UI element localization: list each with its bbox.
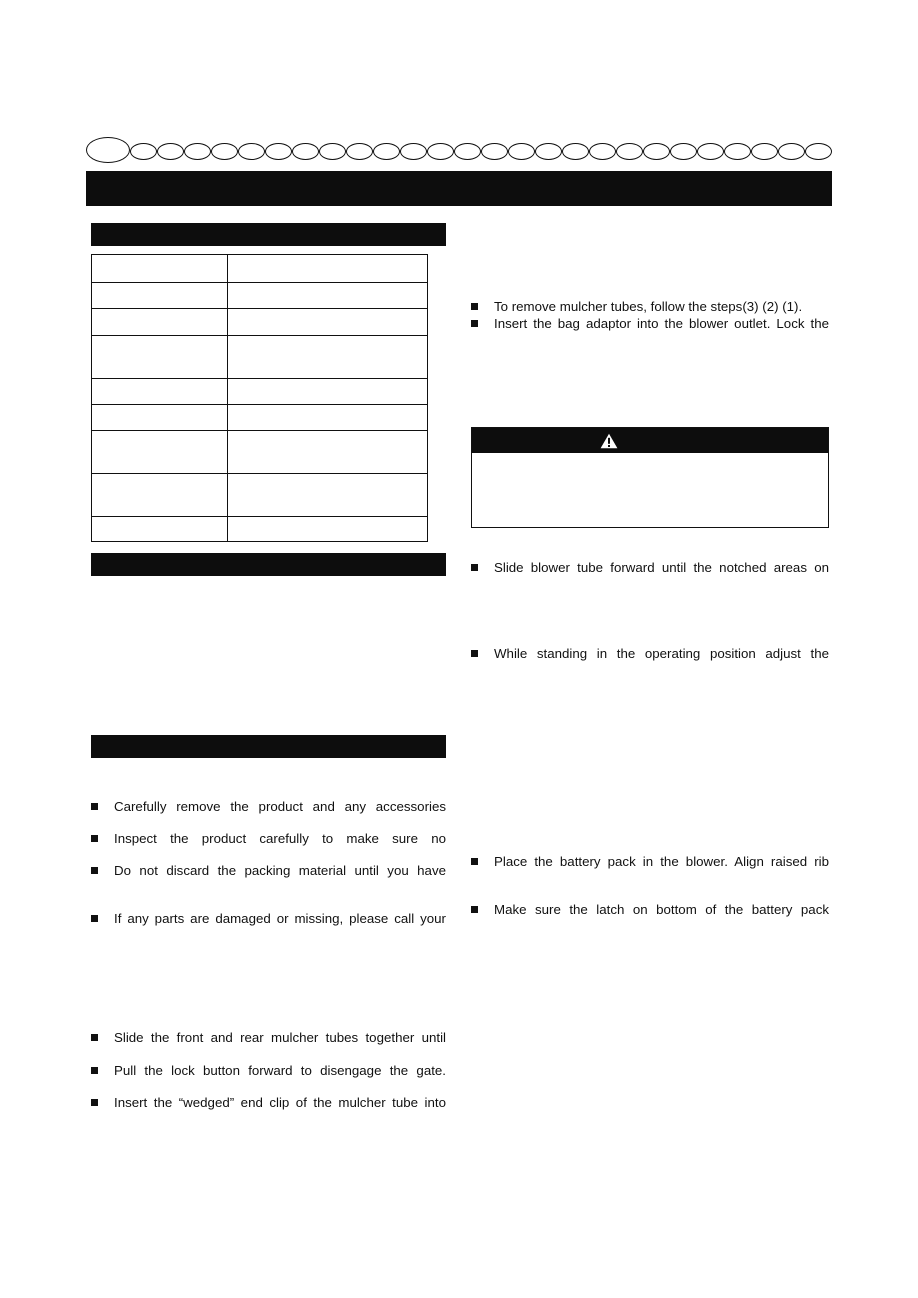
language-tab: [211, 143, 238, 160]
square-bullet-icon: [91, 867, 98, 874]
language-tab: [400, 143, 427, 160]
table-cell-label: [92, 255, 228, 282]
warning-triangle-icon: [600, 433, 618, 449]
table-cell-value: [228, 255, 427, 282]
language-tab: [265, 143, 292, 160]
mulcher-bullet: [471, 299, 829, 315]
table-cell-value: [228, 379, 427, 404]
bullet-text: Inspect the product carefully to make sure no: [114, 831, 446, 846]
square-bullet-icon: [471, 303, 478, 310]
table-row: [92, 516, 427, 541]
unpacking-bullet: [91, 831, 446, 847]
language-tab: [373, 143, 400, 160]
table-cell-value: [228, 309, 427, 335]
bullet-text: Carefully remove the product and any accessories: [114, 799, 446, 814]
battery-bullet: [471, 902, 829, 918]
table-row: [92, 430, 427, 473]
language-tab: [319, 143, 346, 160]
table-cell-value: [228, 517, 427, 541]
language-tab: [535, 143, 562, 160]
bullet-text: Pull the lock button forward to disengage the gate.: [114, 1063, 446, 1078]
bullet-text: While standing in the operating position adjust the: [494, 646, 829, 661]
battery-bullet: [471, 854, 829, 870]
specifications-header-bar: [91, 223, 446, 246]
table-cell-label: [92, 405, 228, 430]
language-tab: [481, 143, 508, 160]
bullet-text: Insert the “wedged” end clip of the mulcher tube into: [114, 1095, 446, 1110]
square-bullet-icon: [91, 835, 98, 842]
language-tab: [292, 143, 319, 160]
unpacking-bullet: [91, 799, 446, 815]
table-cell-label: [92, 379, 228, 404]
language-tab: [238, 143, 265, 160]
table-cell-value: [228, 431, 427, 473]
description-header-bar: [91, 553, 446, 576]
square-bullet-icon: [91, 803, 98, 810]
square-bullet-icon: [471, 858, 478, 865]
bullet-text: Place the battery pack in the blower. Align raised rib: [494, 854, 829, 869]
language-tab: [697, 143, 724, 160]
square-bullet-icon: [91, 1099, 98, 1106]
unpacking-bullet: [91, 863, 446, 879]
unpacking-bullet: [91, 911, 446, 927]
table-row: [92, 255, 427, 282]
table-cell-value: [228, 474, 427, 516]
bullet-text: Insert the bag adaptor into the blower outlet. Lock the: [494, 316, 829, 331]
table-cell-value: [228, 336, 427, 378]
bullet-text: Slide blower tube forward until the notched areas on: [494, 560, 829, 575]
bullet-text: If any parts are damaged or missing, please call your: [114, 911, 446, 926]
language-tab: [616, 143, 643, 160]
table-cell-label: [92, 474, 228, 516]
table-cell-label: [92, 431, 228, 473]
language-tab: [508, 143, 535, 160]
language-tab: [670, 143, 697, 160]
bullet-text: Make sure the latch on bottom of the battery pack: [494, 902, 829, 917]
warning-box: [471, 427, 829, 528]
language-tab: [130, 143, 157, 160]
square-bullet-icon: [471, 650, 478, 657]
language-tab: [157, 143, 184, 160]
page-title-bar: [86, 171, 832, 206]
table-row: [92, 308, 427, 335]
square-bullet-icon: [471, 564, 478, 571]
square-bullet-icon: [91, 915, 98, 922]
unpacking-header-bar: [91, 735, 446, 758]
blower-bullet: [471, 646, 829, 662]
table-row: [92, 282, 427, 308]
table-cell-value: [228, 283, 427, 308]
language-tab: [589, 143, 616, 160]
warning-header-bar: [472, 428, 828, 453]
language-tab: [778, 143, 805, 160]
language-tab: [643, 143, 670, 160]
square-bullet-icon: [91, 1067, 98, 1074]
square-bullet-icon: [471, 320, 478, 327]
bullet-text: To remove mulcher tubes, follow the steps(3) (2) (1).: [494, 299, 803, 314]
assembly-bullet: [91, 1030, 446, 1046]
specifications-table: [91, 254, 428, 542]
table-cell-value: [228, 405, 427, 430]
bullet-text: Do not discard the packing material until you have: [114, 863, 446, 878]
language-tab: [184, 143, 211, 160]
table-cell-label: [92, 283, 228, 308]
blower-bullet: [471, 560, 829, 576]
language-tab: [346, 143, 373, 160]
language-tab: [454, 143, 481, 160]
table-row: [92, 335, 427, 378]
table-row: [92, 404, 427, 430]
assembly-bullet: [91, 1095, 446, 1111]
language-tab: [805, 143, 832, 160]
mulcher-bullet: [471, 316, 829, 332]
table-cell-label: [92, 517, 228, 541]
table-cell-label: [92, 336, 228, 378]
table-cell-label: [92, 309, 228, 335]
table-row: [92, 473, 427, 516]
language-tab: [427, 143, 454, 160]
bullet-text: Slide the front and rear mulcher tubes together until: [114, 1030, 446, 1045]
language-tab-active: [86, 137, 130, 163]
assembly-bullet: [91, 1063, 446, 1079]
language-tab: [751, 143, 778, 160]
square-bullet-icon: [471, 906, 478, 913]
language-tabs-row: [86, 137, 832, 163]
square-bullet-icon: [91, 1034, 98, 1041]
table-row: [92, 378, 427, 404]
language-tab: [562, 143, 589, 160]
language-tab: [724, 143, 751, 160]
